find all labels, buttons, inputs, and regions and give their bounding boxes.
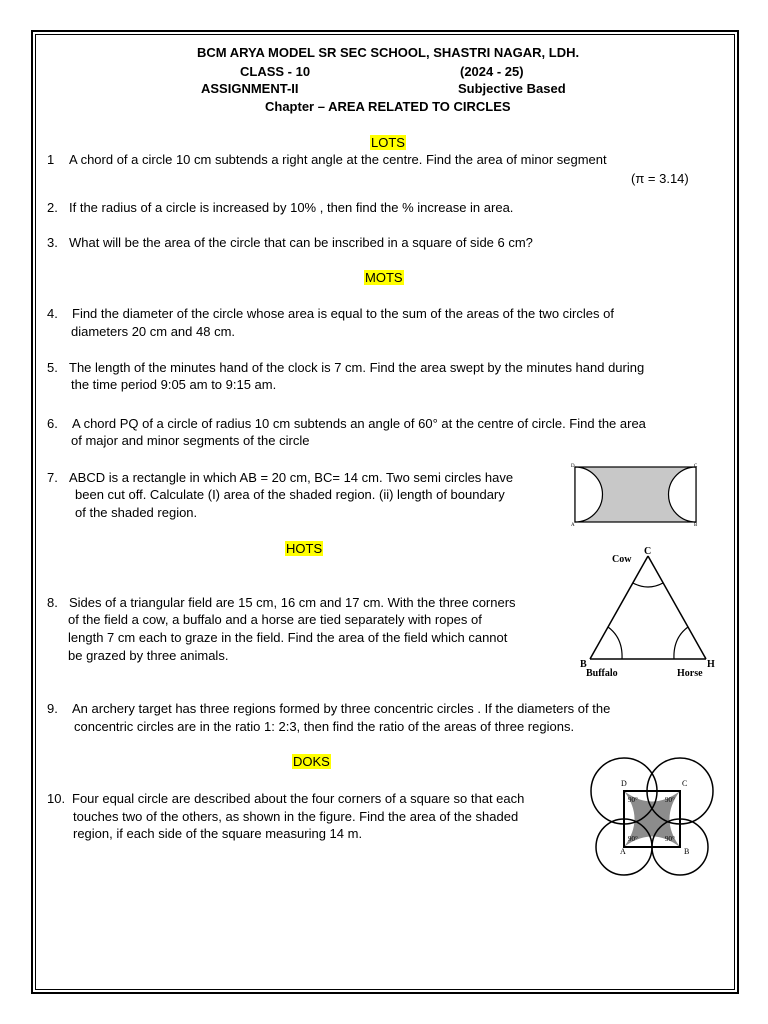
q1-text: A chord of a circle 10 cm subtends a right angle at the centre. Find the area of minor segment [69, 152, 607, 167]
q1-number: 1 [47, 152, 55, 167]
section-hots [285, 540, 323, 557]
q10-number: 10. [47, 791, 66, 806]
q8-text-line1: Sides of a triangular field are 15 cm, 16 cm and 17 cm. With the three corners [69, 595, 516, 610]
q10-text-line2: touches two of the others, as shown in the figure. Find the area of the shaded [73, 809, 519, 824]
section-doks [292, 753, 331, 770]
q2-text: If the radius of a circle is increased by 10% , then find the % increase in area. [69, 200, 514, 215]
triangle-label-cow: Cow [612, 554, 632, 565]
rect-label-c: C [694, 464, 698, 469]
q8-text-line3: length 7 cm each to graze in the field. Find the area of the field which cannot [68, 630, 508, 645]
square-label-c: C [682, 779, 688, 788]
q10-text-line3: region, if each side of the square measuring 14 m. [73, 826, 363, 841]
rect-label-b: B [694, 523, 698, 528]
square-label-a: A [620, 847, 626, 856]
q4-text-line1: Find the diameter of the circle whose area is equal to the sum of the areas of the two circles of [72, 306, 614, 321]
q3-number: 3. [47, 235, 58, 250]
q9-text-line2: concentric circles are in the ratio 1: 2:3, then find the ratio of the areas of three regions. [74, 719, 575, 734]
q3-text: What will be the area of the circle that can be inscribed in a square of side 6 cm? [69, 235, 533, 250]
q1-pi-note: (π = 3.14) [631, 171, 689, 186]
assignment-type: Subjective Based [458, 81, 566, 96]
section-mots [364, 269, 404, 286]
rect-label-d: D [571, 464, 575, 469]
section-lots-label: LOTS [371, 135, 405, 150]
section-lots [370, 134, 406, 151]
triangle-label-h: H [707, 659, 715, 670]
q7-text-line1: ABCD is a rectangle in which AB = 20 cm, BC= 14 cm. Two semi circles have [69, 470, 514, 485]
q6-number: 6. [47, 416, 58, 431]
rectangle-semicircles-figure [570, 462, 700, 528]
session-label: (2024 - 25) [460, 64, 524, 79]
q7-text-line3: of the shaded region. [75, 505, 198, 520]
square-angle-b: 90° [665, 835, 675, 843]
q6-text-line2: of major and minor segments of the circle [71, 433, 310, 448]
triangle-label-horse: Horse [677, 668, 703, 679]
square-angle-d: 90° [628, 796, 638, 804]
square-angle-c: 90° [665, 796, 675, 804]
q4-text-line2: diameters 20 cm and 48 cm. [71, 324, 236, 339]
q7-text-line2: been cut off. Calculate (I) area of the shaded region. (ii) length of boundary [75, 487, 505, 502]
four-circles-square-figure [586, 752, 722, 878]
triangle-label-c: C [644, 546, 652, 557]
class-label: CLASS - 10 [240, 64, 311, 79]
q5-text-line1: The length of the minutes hand of the clock is 7 cm. Find the area swept by the minutes hand during [69, 360, 645, 375]
section-doks-label: DOKS [293, 754, 330, 769]
q7-number: 7. [47, 470, 58, 485]
triangle-label-b: B [580, 659, 587, 670]
q8-text-line4: be grazed by three animals. [68, 648, 229, 663]
q9-text-line1: An archery target has three regions formed by three concentric circles . If the diameters of the [72, 701, 611, 716]
q8-number: 8. [47, 595, 58, 610]
section-hots-label: HOTS [286, 541, 323, 556]
q9-number: 9. [47, 701, 58, 716]
rect-label-a: A [571, 523, 575, 528]
q5-number: 5. [47, 360, 58, 375]
q2-number: 2. [47, 200, 58, 215]
q5-text-line2: the time period 9:05 am to 9:15 am. [71, 377, 277, 392]
q4-number: 4. [47, 306, 58, 321]
square-label-d: D [621, 779, 627, 788]
chapter-title: Chapter – AREA RELATED TO CIRCLES [265, 99, 511, 114]
square-label-b: B [684, 847, 690, 856]
triangle-field-figure [578, 546, 718, 679]
triangle-label-buffalo: Buffalo [586, 668, 618, 679]
school-name: BCM ARYA MODEL SR SEC SCHOOL, SHASTRI NAGAR, LDH. [197, 45, 580, 60]
square-angle-a: 90° [628, 835, 638, 843]
q10-text-line1: Four equal circle are described about the four corners of a square so that each [72, 791, 525, 806]
q6-text-line1: A chord PQ of a circle of radius 10 cm subtends an angle of 60° at the centre of circle. Find the area [72, 416, 646, 431]
section-mots-label: MOTS [365, 270, 403, 285]
q8-text-line2: of the field a cow, a buffalo and a horse are tied separately with ropes of [68, 612, 482, 627]
assignment-label: ASSIGNMENT-II [201, 81, 299, 96]
